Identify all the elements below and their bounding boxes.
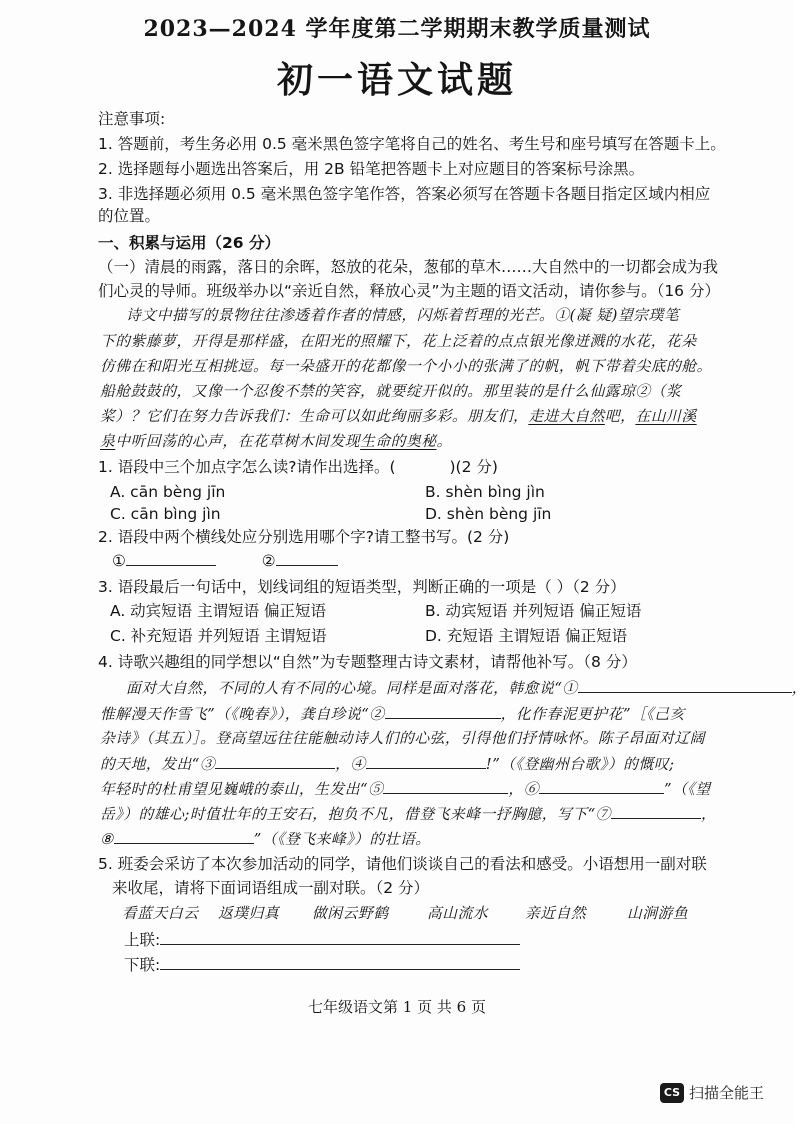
blank-marker-2: ② — [261, 552, 276, 570]
question-4-line-2 — [100, 703, 685, 726]
passage-line-3: 仿佛在和阳光互相挑逗。每一朵盛开的花都像一个小小的张满了的帆，帆下带着尖底的舱。 — [100, 358, 712, 375]
question-4-line-4 — [100, 753, 675, 776]
answer-blank-q4-4[interactable] — [366, 753, 486, 769]
couplet-word: 看蓝天白云 — [122, 905, 199, 922]
page-footer: 七年级语文第 1 页 共 6 页 — [308, 998, 486, 1016]
question-4-line-1 — [126, 677, 807, 700]
couplet-lower-input[interactable] — [160, 954, 520, 970]
question-1-score: )(2 分) — [449, 458, 498, 476]
question-3-option-b: B. 动宾短语 并列短语 偏正短语 — [425, 602, 642, 620]
couplet-upper-row — [124, 929, 520, 951]
answer-blank-q4-7[interactable] — [611, 803, 701, 819]
q4-text: 惟解漫天作雪飞”（《晚春》），龚自珍说“② — [100, 706, 385, 723]
answer-blank-q4-5[interactable] — [383, 778, 508, 794]
question-2-stem: 2. 语段中两个横线处应分别选用哪个字?请工整书写。(2 分) — [98, 528, 510, 546]
couplet-upper-input[interactable] — [160, 929, 520, 945]
question-4-line-7 — [100, 828, 431, 851]
question-3-option-a: A. 动宾短语 主谓短语 偏正短语 — [110, 602, 327, 620]
passage-text: 中听回荡的心声，在花草树木间发现 — [115, 433, 361, 450]
passage-line-4: 船舱鼓鼓的，又像一个忍俊不禁的笑容，就要绽开似的。那里装的是什么仙露琼②（浆 — [100, 383, 682, 400]
underlined-phrase-1: 走进大自然 — [528, 408, 605, 425]
q4-text: 面对大自然，不同的人有不同的心境。同样是面对落花，韩愈说“① — [126, 680, 578, 697]
answer-blank-q4-1[interactable] — [578, 677, 792, 693]
underlined-phrase-3: 生命的奥秘 — [360, 433, 437, 450]
passage-text: 。 — [436, 433, 452, 450]
answer-blank-q4-6[interactable] — [539, 778, 664, 794]
question-3-option-d: D. 充短语 主谓短语 偏正短语 — [425, 627, 628, 645]
question-1-option-d: D. shèn bèng jīn — [425, 505, 552, 523]
question-1-option-a: A. cān bèng jīn — [110, 483, 226, 501]
question-5-stem-b: 来收尾，请将下面词语组成一副对联。（2 分） — [112, 879, 430, 897]
underlined-phrase-2a: 在山川溪 — [635, 408, 697, 425]
couplet-word: 山涧游鱼 — [627, 905, 689, 922]
notes-item-2: 2. 选择题每小题选出答案后，用 2B 铅笔把答题卡上对应题目的答案标号涂黑。 — [98, 160, 645, 178]
question-1-text: 1. 语段中三个加点字怎么读?请作出选择。( — [98, 458, 396, 476]
q4-text: 岳》）的雄心;时值壮年的王安石，抱负不凡，借登飞来峰一抒胸臆，写下“⑦ — [100, 806, 611, 823]
couplet-word: 亲近自然 — [525, 905, 587, 922]
section-intro-a: （一）清晨的雨露，落日的余晖，怒放的花朵，葱郁的草木……大自然中的一切都会成为我 — [98, 258, 719, 276]
question-5-stem-a: 5. 班委会采访了本次参加活动的同学，请他们谈谈自己的看法和感受。小语想用一副对联 — [98, 855, 707, 873]
q4-text: 年轻时的杜甫望见巍峨的泰山，生发出“⑤ — [100, 781, 384, 798]
underlined-phrase-2b: 泉 — [100, 433, 116, 450]
notes-item-1: 1. 答题前，考生务必用 0.5 毫米黑色签字笔将自己的姓名、考生号和座号填写在答题卡上。 — [98, 135, 726, 153]
exam-title-main: 初一语文试题 — [276, 59, 517, 101]
couplet-lower-label: 下联: — [124, 956, 161, 974]
question-4-line-6 — [100, 803, 716, 826]
couplet-word: 高山流水 — [427, 905, 489, 922]
question-4-stem: 4. 诗歌兴趣组的同学想以“自然”为专题整理古诗文素材，请帮他补写。（8 分） — [98, 653, 637, 671]
q4-text: ， — [791, 680, 807, 697]
question-1-stem — [98, 456, 498, 478]
question-3-option-c: C. 补充短语 并列短语 主谓短语 — [110, 627, 327, 645]
q4-text: ”（《望 — [664, 781, 711, 798]
q4-text: ， — [700, 806, 717, 823]
exam-title-line: 2023—2024 学年度第二学期期末教学质量测试 — [143, 16, 651, 42]
passage-text: 吧， — [604, 408, 636, 425]
q4-text: ⑧ — [100, 831, 114, 848]
answer-blank-q4-3[interactable] — [215, 753, 335, 769]
answer-blank-2[interactable] — [276, 550, 338, 566]
section-heading: 一、积累与运用（26 分） — [98, 234, 280, 252]
question-4-line-5 — [100, 778, 711, 801]
cs-logo-icon: CS — [660, 1083, 684, 1103]
answer-blank-1[interactable] — [126, 550, 216, 566]
couplet-word-list — [122, 903, 688, 925]
q4-text: 的天地，发出“③ — [100, 756, 216, 773]
q4-text: ，④ — [335, 756, 366, 773]
notes-heading: 注意事项: — [98, 110, 166, 128]
q4-text: ”（《登飞来峰》）的壮语。 — [253, 831, 431, 848]
question-3-stem: 3. 语段最后一句话中，划线词组的短语类型，判断正确的一项是（ ）（2 分） — [98, 578, 626, 596]
scanner-watermark — [660, 1082, 764, 1103]
q4-text: ，化作春泥更护花”［《己亥 — [500, 706, 685, 723]
question-2-blanks — [112, 550, 338, 572]
passage-line-6 — [100, 431, 452, 453]
couplet-upper-label: 上联: — [124, 931, 161, 949]
q4-text: ，⑥ — [508, 781, 540, 798]
couplet-lower-row — [124, 954, 520, 976]
couplet-word: 做闲云野鹤 — [312, 905, 389, 922]
notes-item-3b: 的位置。 — [98, 207, 161, 225]
question-1-option-c: C. cān bìng jìn — [110, 505, 221, 523]
blank-marker-1: ① — [112, 552, 126, 570]
question-1-option-b: B. shèn bìng jìn — [425, 483, 545, 501]
answer-blank[interactable] — [396, 456, 450, 472]
passage-text: 桨）？它们在努力告诉我们：生命可以如此绚丽多彩。朋友们， — [100, 408, 529, 425]
passage-line-1: 诗文中描写的景物往往渗透着作者的情感，闪烁着哲理的光芒。①(凝 疑)望宗璞笔 — [126, 307, 680, 324]
answer-blank-q4-8[interactable] — [114, 828, 254, 844]
answer-blank-q4-2[interactable] — [385, 703, 501, 719]
question-4-line-3: 杂诗》（其五）］。登高望远往往能触动诗人们的心弦，引得他们抒情咏怀。陈子昂面对辽阔 — [100, 730, 705, 747]
watermark-text: 扫描全能王 — [689, 1084, 765, 1102]
notes-item-3a: 3. 非选择题必须用 0.5 毫米黑色签字笔作答，答案必须写在答题卡各题目指定区域内相应 — [98, 185, 711, 203]
passage-line-2: 下的紫藤萝，开得是那样盛，在阳光的照耀下，花上泛着的点点银光像迸溅的水花，花朵 — [100, 333, 697, 350]
couplet-word: 返璞归真 — [218, 905, 280, 922]
passage-line-5 — [100, 406, 697, 428]
section-intro-b: 们心灵的导师。班级举办以“亲近自然，释放心灵”为主题的语文活动，请你参与。（16 分） — [98, 282, 720, 300]
q4-text: !”（《登幽州台歌》）的慨叹; — [485, 756, 675, 773]
